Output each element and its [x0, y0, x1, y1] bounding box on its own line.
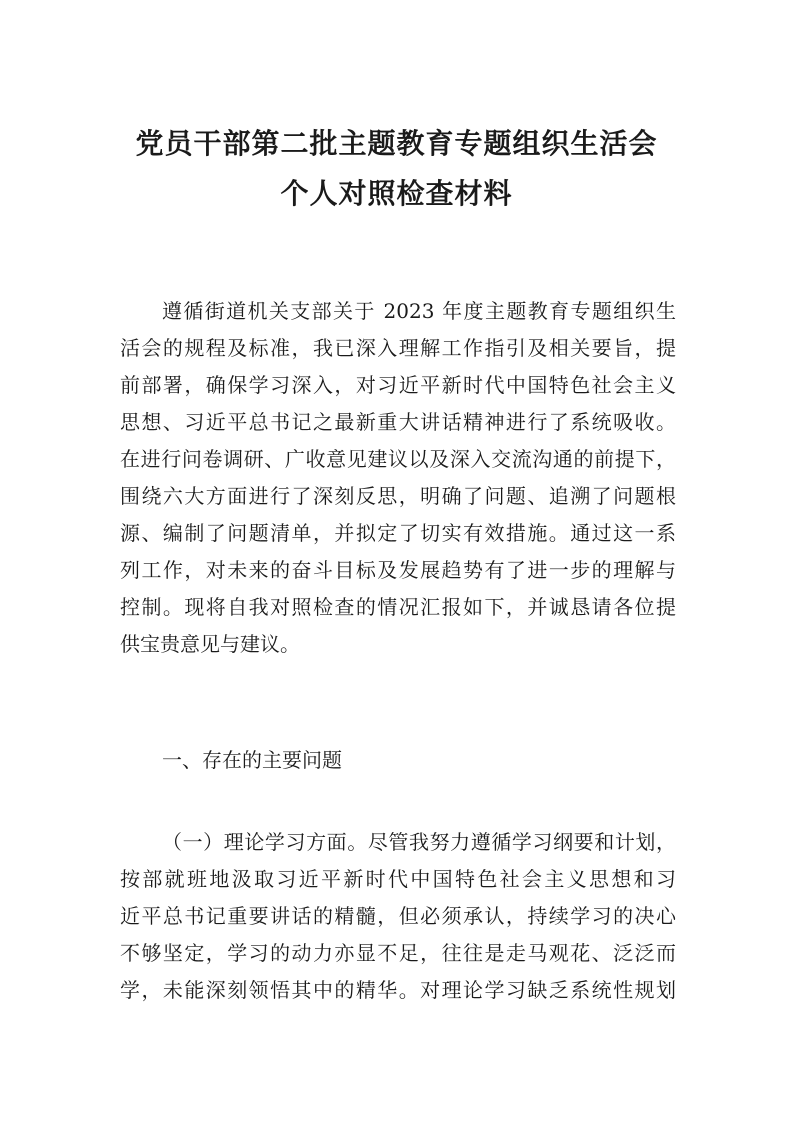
section-paragraph-line: 不够坚定，学习的动力亦显不足，往往是走马观花、泛泛而: [120, 941, 676, 965]
section-paragraph-line: （一）理论学习方面。尽管我努力遵循学习纲要和计划，: [162, 830, 676, 854]
intro-paragraph-line: 供宝贵意见与建议。: [120, 632, 300, 656]
document-title-line-2: 个人对照检查材料: [280, 177, 513, 210]
intro-paragraph-line: 源、编制了问题清单，并拟定了切实有效措施。通过这一系: [120, 521, 676, 545]
intro-paragraph-line: 在进行问卷调研、广收意见建议以及深入交流沟通的前提下，: [120, 447, 676, 471]
intro-paragraph-line: 遵循街道机关支部关于 2023 年度主题教育专题组织生: [162, 299, 676, 323]
section-paragraph-line: 近平总书记重要讲话的精髓，但必须承认，持续学习的决心: [120, 904, 676, 928]
intro-paragraph-line: 围绕六大方面进行了深刻反思，明确了问题、追溯了问题根: [120, 484, 676, 508]
intro-paragraph-line: 前部署，确保学习深入，对习近平新时代中国特色社会主义: [120, 373, 676, 397]
intro-paragraph-line: 活会的规程及标准，我已深入理解工作指引及相关要旨，提: [120, 336, 676, 360]
section-paragraph-line: 学，未能深刻领悟其中的精华。对理论学习缺乏系统性规划: [120, 978, 676, 1002]
intro-paragraph-line: 控制。现将自我对照检查的情况汇报如下，并诚恳请各位提: [120, 595, 676, 619]
section-heading: 一、存在的主要问题: [162, 748, 342, 772]
section-paragraph-line: 按部就班地汲取习近平新时代中国特色社会主义思想和习: [120, 867, 676, 891]
intro-paragraph-line: 思想、习近平总书记之最新重大讲话精神进行了系统吸收。: [120, 410, 676, 434]
document-title-line-1: 党员干部第二批主题教育专题组织生活会: [135, 127, 658, 160]
intro-paragraph-line: 列工作，对未来的奋斗目标及发展趋势有了进一步的理解与: [120, 558, 676, 582]
